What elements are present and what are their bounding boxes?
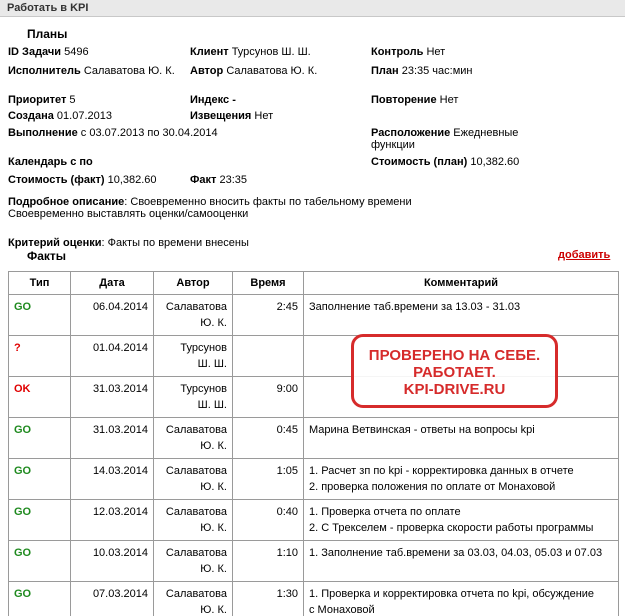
fact-date: 01.04.2014 [71, 336, 154, 377]
description-line-2: Своевременно выставлять оценки/самооценки [8, 208, 249, 220]
created-field: Создана 01.07.2013 [8, 110, 112, 122]
criterion-field: Критерий оценки: Факты по времени внесены [8, 237, 249, 249]
table-row[interactable] [9, 295, 619, 336]
fact-author: Салаватова Ю. К. [154, 295, 233, 336]
table-row[interactable] [9, 459, 619, 500]
fact-author: Турсунов Ш. Ш. [154, 377, 233, 418]
fact-type[interactable]: GO [9, 500, 71, 541]
fact-time: 0:45 [233, 418, 304, 459]
fact-time: 1:10 [233, 541, 304, 582]
calendar-field: Календарь с по [8, 156, 93, 168]
fact-time: 2:45 [233, 295, 304, 336]
fact-author: Салаватова Ю. К. [154, 500, 233, 541]
fact-date: 10.03.2014 [71, 541, 154, 582]
table-row[interactable] [9, 500, 619, 541]
location-field: Расположение Ежедневные функции [371, 127, 519, 151]
fact-date: 06.04.2014 [71, 295, 154, 336]
executor-field: Исполнитель Салаватова Ю. К. [8, 65, 175, 77]
fact-time [233, 336, 304, 377]
col-author-header[interactable]: Автор [154, 272, 233, 295]
facts-title: Факты [27, 249, 67, 263]
priority-field: Приоритет 5 [8, 94, 76, 106]
col-date-header[interactable]: Дата [71, 272, 154, 295]
fact-date: 14.03.2014 [71, 459, 154, 500]
description-field: Подробное описание: Своевременно вносить факты по табельному времени [8, 196, 412, 208]
repeat-field: Повторение Нет [371, 94, 459, 106]
fact-comment: Заполнение таб.времени за 13.03 - 31.03 [304, 295, 619, 336]
fact-time: 1:30 [233, 582, 304, 616]
verified-stamp [351, 334, 558, 408]
fact-author: Турсунов Ш. Ш. [154, 336, 233, 377]
index-field: Индекс - [190, 94, 236, 106]
fact-type[interactable]: ? [9, 336, 71, 377]
fact-time: 9:00 [233, 377, 304, 418]
execution-field: Выполнение с 03.07.2013 по 30.04.2014 [8, 127, 218, 139]
fact-field: Факт 23:35 [190, 174, 247, 186]
cost-plan-field: Стоимость (план) 10,382.60 [371, 156, 520, 168]
fact-date: 12.03.2014 [71, 500, 154, 541]
plans-title: Планы [27, 27, 68, 41]
col-time-header[interactable]: Время [233, 272, 304, 295]
col-comment-header[interactable]: Комментарий [304, 272, 619, 295]
table-row[interactable] [9, 418, 619, 459]
fact-comment: Марина Ветвинская - ответы на вопросы kpi [304, 418, 619, 459]
fact-type[interactable]: GO [9, 418, 71, 459]
stamp-line-1: ПРОВЕРЕНО НА СЕБЕ. [368, 347, 541, 364]
fact-type[interactable]: GO [9, 459, 71, 500]
fact-date: 31.03.2014 [71, 418, 154, 459]
task-id-field: ID Задачи 5496 [8, 46, 89, 58]
fact-date: 07.03.2014 [71, 582, 154, 616]
fact-comment: 1. Проверка и корректировка отчета по kpi, обсуждение с Монаховой [304, 582, 619, 616]
window-title: Работать в KPI [7, 2, 89, 14]
client-field: Клиент Турсунов Ш. Ш. [190, 46, 311, 58]
fact-time: 0:40 [233, 500, 304, 541]
control-field: Контроль Нет [371, 46, 446, 58]
table-row[interactable] [9, 582, 619, 616]
table-row[interactable] [9, 541, 619, 582]
fact-type[interactable]: GO [9, 582, 71, 616]
notice-field: Извещения Нет [190, 110, 274, 122]
fact-comment: 1. Проверка отчета по оплате 2. С Трекселем - проверка скорости работы программы [304, 500, 619, 541]
fact-type[interactable]: GO [9, 541, 71, 582]
fact-type[interactable]: OK [9, 377, 71, 418]
fact-time: 1:05 [233, 459, 304, 500]
fact-type[interactable]: GO [9, 295, 71, 336]
window-titlebar [0, 0, 625, 17]
fact-author: Салаватова Ю. К. [154, 459, 233, 500]
facts-header-row [9, 272, 619, 295]
facts-table [8, 271, 619, 616]
fact-author: Салаватова Ю. К. [154, 418, 233, 459]
fact-author: Салаватова Ю. К. [154, 582, 233, 616]
author-field: Автор Салаватова Ю. К. [190, 65, 318, 77]
stamp-line-2: РАБОТАЕТ. [413, 364, 496, 381]
cost-fact-field: Стоимость (факт) 10,382.60 [8, 174, 157, 186]
stamp-line-3: KPI-DRIVE.RU [403, 381, 506, 398]
fact-author: Салаватова Ю. К. [154, 541, 233, 582]
add-fact-link[interactable]: добавить [558, 249, 611, 261]
plan-field: План 23:35 час:мин [371, 65, 473, 77]
fact-comment: 1. Заполнение таб.времени за 03.03, 04.03, 05.03 и 07.03 [304, 541, 619, 582]
fact-comment: 1. Расчет зп по kpi - корректировка данных в отчете 2. проверка положения по оплате от Монаховой [304, 459, 619, 500]
fact-date: 31.03.2014 [71, 377, 154, 418]
col-type-header[interactable]: Тип [9, 272, 71, 295]
